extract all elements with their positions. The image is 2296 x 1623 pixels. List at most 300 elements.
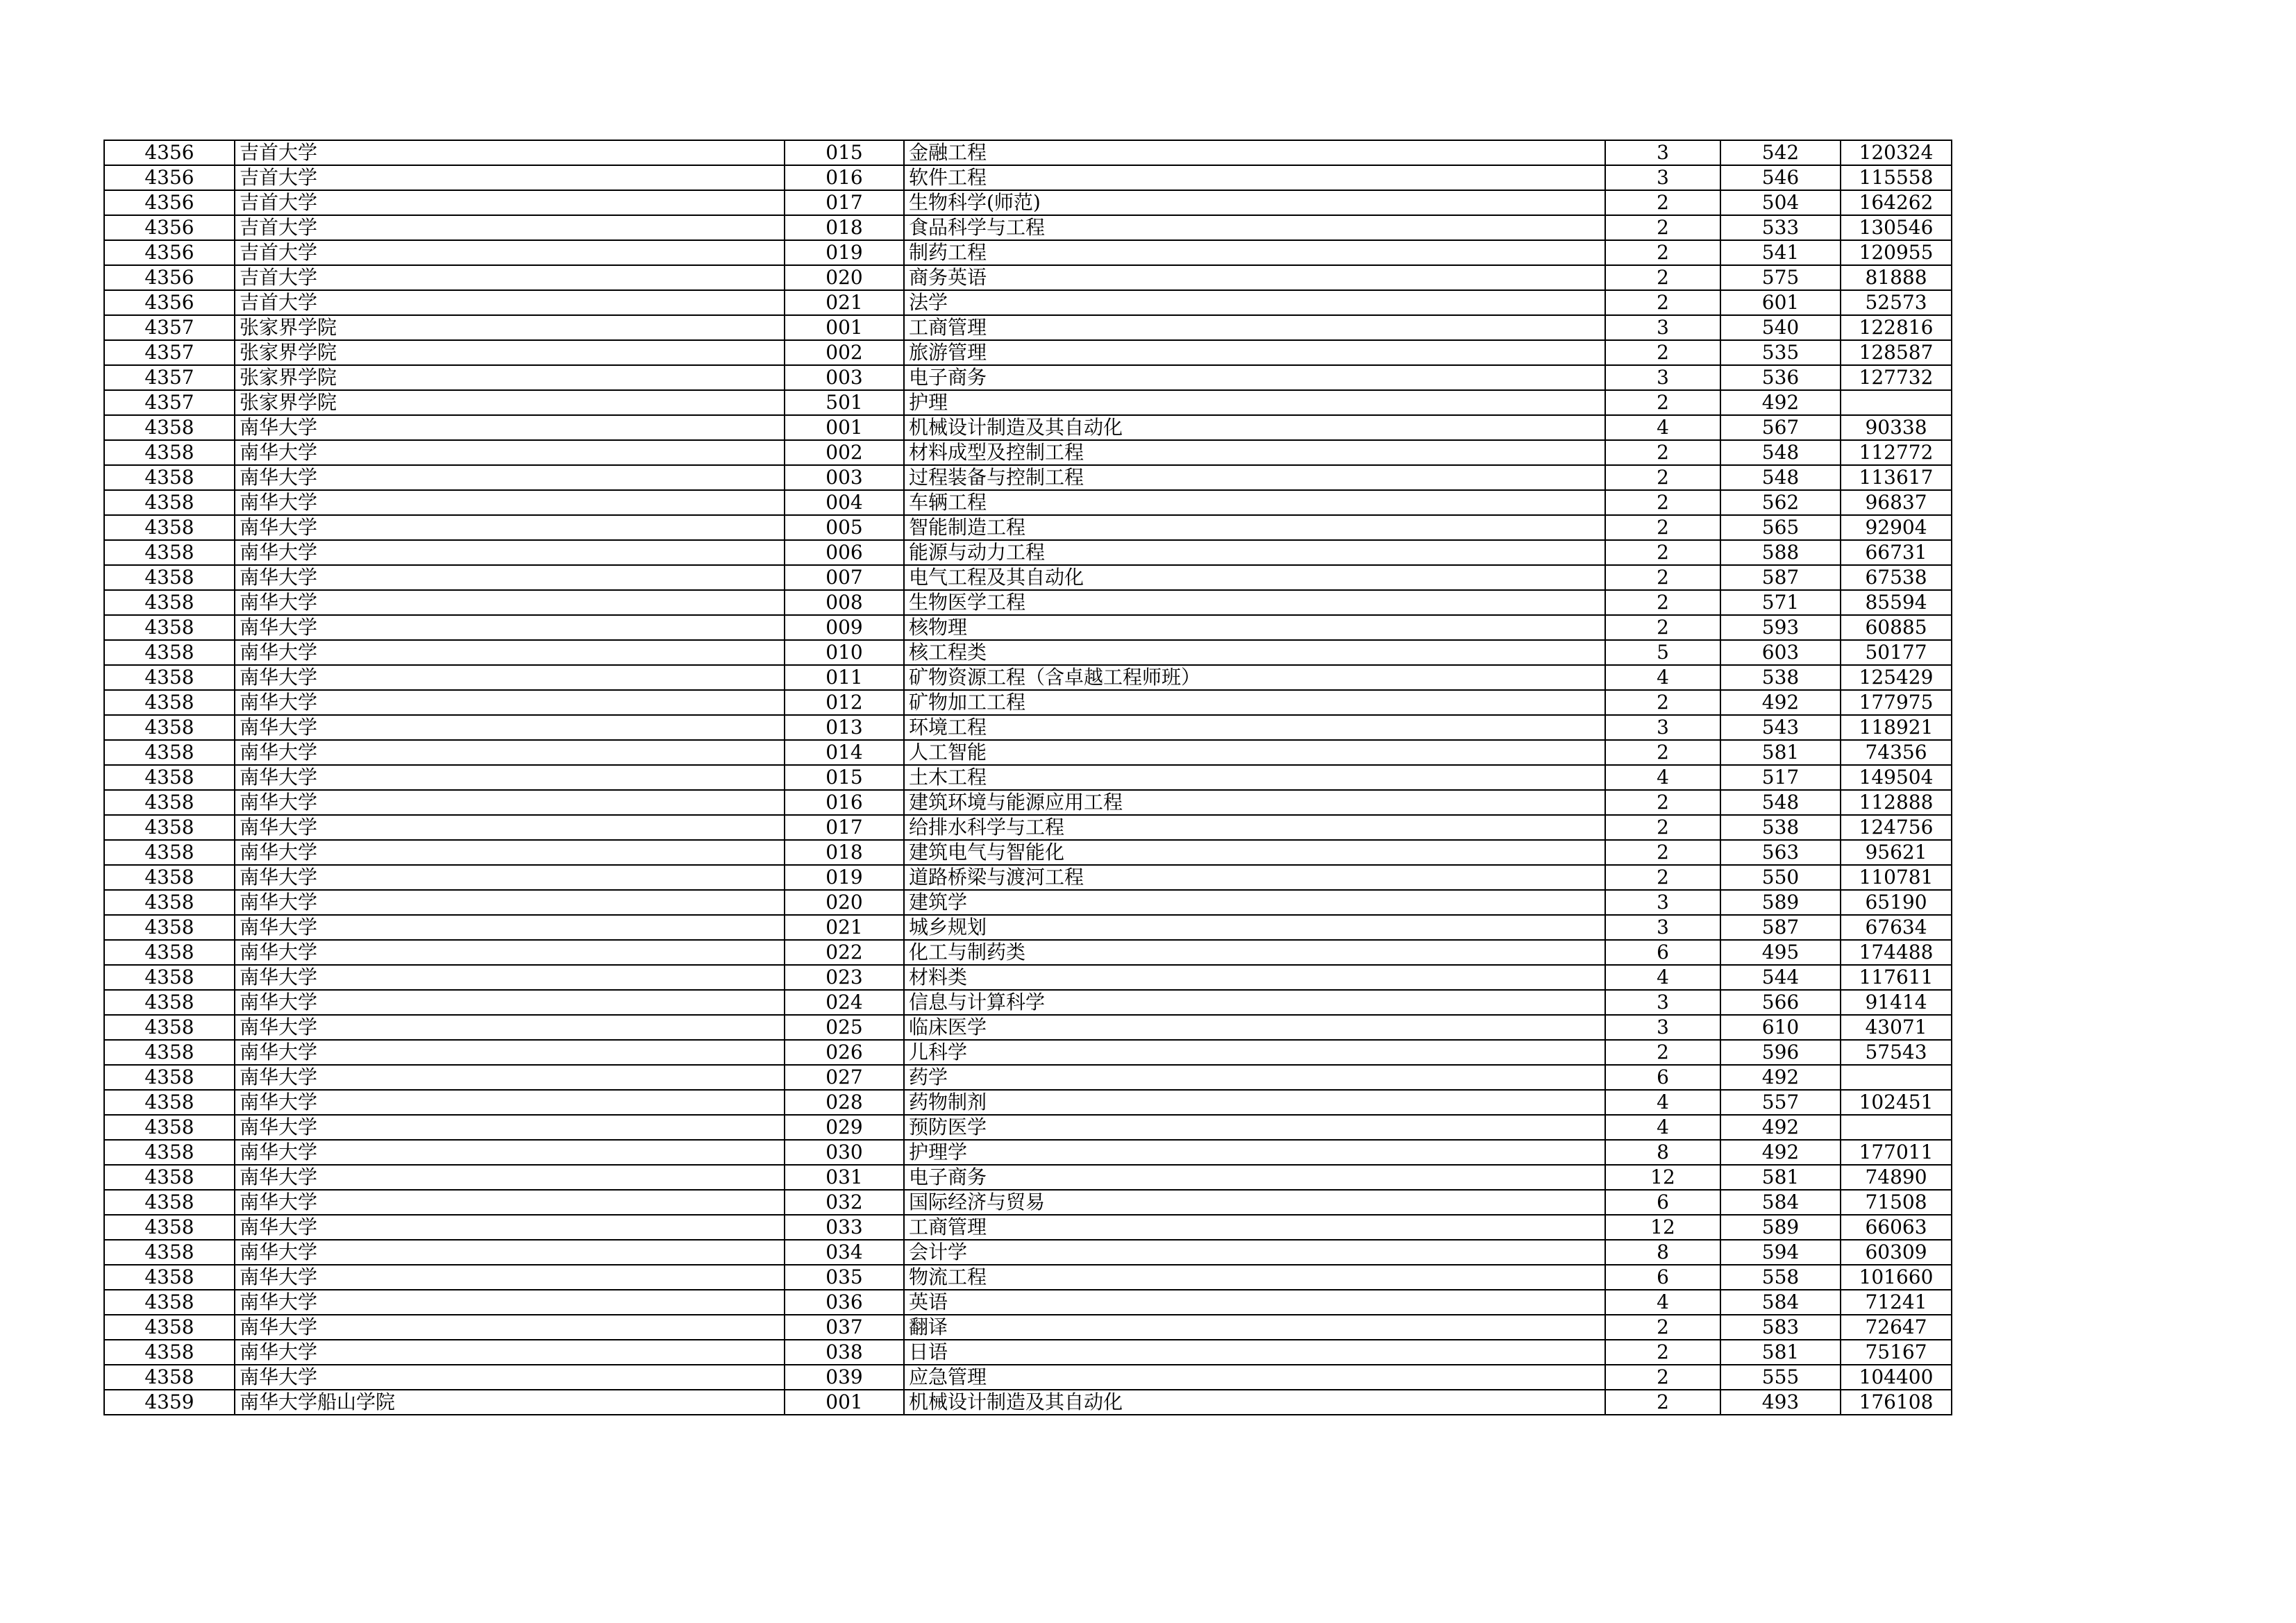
table-row <box>104 640 1952 665</box>
major-name-cell: 核工程类 <box>904 640 1605 665</box>
min-rank-cell: 125429 <box>1841 665 1952 690</box>
plan-count-cell: 6 <box>1605 1065 1720 1090</box>
school-name-cell: 南华大学 <box>235 1065 785 1090</box>
table-row <box>104 590 1952 615</box>
major-code-cell: 016 <box>785 790 904 815</box>
table-row <box>104 1065 1952 1090</box>
min-rank-cell: 112888 <box>1841 790 1952 815</box>
major-code-cell: 018 <box>785 840 904 865</box>
major-code-cell: 501 <box>785 390 904 415</box>
min-rank-cell <box>1841 1065 1952 1090</box>
min-score-cell: 557 <box>1720 1090 1841 1115</box>
table-row <box>104 565 1952 590</box>
plan-count-cell: 2 <box>1605 1315 1720 1340</box>
min-score-cell: 492 <box>1720 1115 1841 1140</box>
table-row <box>104 365 1952 390</box>
table-row <box>104 190 1952 215</box>
major-code-cell: 035 <box>785 1265 904 1290</box>
min-rank-cell: 72647 <box>1841 1315 1952 1340</box>
school-code-cell: 4358 <box>104 1090 235 1115</box>
major-code-cell: 010 <box>785 640 904 665</box>
school-code-cell: 4357 <box>104 365 235 390</box>
major-name-cell: 电子商务 <box>904 365 1605 390</box>
plan-count-cell: 2 <box>1605 865 1720 890</box>
plan-count-cell: 3 <box>1605 315 1720 340</box>
min-rank-cell: 74890 <box>1841 1165 1952 1190</box>
major-name-cell: 食品科学与工程 <box>904 215 1605 240</box>
major-name-cell: 护理学 <box>904 1140 1605 1165</box>
min-rank-cell: 52573 <box>1841 290 1952 315</box>
major-code-cell: 022 <box>785 940 904 965</box>
min-rank-cell: 71241 <box>1841 1290 1952 1315</box>
school-name-cell: 南华大学 <box>235 890 785 915</box>
major-name-cell: 人工智能 <box>904 740 1605 765</box>
table-row <box>104 490 1952 515</box>
major-code-cell: 015 <box>785 140 904 165</box>
min-score-cell: 492 <box>1720 1065 1841 1090</box>
min-score-cell: 575 <box>1720 265 1841 290</box>
major-code-cell: 004 <box>785 490 904 515</box>
min-score-cell: 571 <box>1720 590 1841 615</box>
plan-count-cell: 8 <box>1605 1140 1720 1165</box>
major-code-cell: 001 <box>785 415 904 440</box>
school-name-cell: 南华大学 <box>235 915 785 940</box>
school-code-cell: 4358 <box>104 1015 235 1040</box>
plan-count-cell: 4 <box>1605 1115 1720 1140</box>
plan-count-cell: 2 <box>1605 1340 1720 1365</box>
min-score-cell: 584 <box>1720 1290 1841 1315</box>
school-name-cell: 南华大学 <box>235 840 785 865</box>
school-code-cell: 4358 <box>104 1190 235 1215</box>
major-code-cell: 017 <box>785 190 904 215</box>
min-rank-cell: 176108 <box>1841 1390 1952 1415</box>
major-code-cell: 021 <box>785 915 904 940</box>
table-row <box>104 540 1952 565</box>
min-rank-cell: 60885 <box>1841 615 1952 640</box>
min-rank-cell: 164262 <box>1841 190 1952 215</box>
plan-count-cell: 2 <box>1605 340 1720 365</box>
school-code-cell: 4357 <box>104 390 235 415</box>
min-rank-cell <box>1841 390 1952 415</box>
table-row <box>104 215 1952 240</box>
school-name-cell: 南华大学 <box>235 565 785 590</box>
school-code-cell: 4358 <box>104 540 235 565</box>
major-name-cell: 制药工程 <box>904 240 1605 265</box>
table-row <box>104 290 1952 315</box>
table-row <box>104 965 1952 990</box>
major-name-cell: 工商管理 <box>904 1215 1605 1240</box>
school-name-cell: 张家界学院 <box>235 390 785 415</box>
min-rank-cell: 90338 <box>1841 415 1952 440</box>
table-row <box>104 440 1952 465</box>
school-code-cell: 4358 <box>104 1290 235 1315</box>
school-name-cell: 南华大学 <box>235 1115 785 1140</box>
school-name-cell: 南华大学 <box>235 615 785 640</box>
major-name-cell: 药学 <box>904 1065 1605 1090</box>
table-row <box>104 1165 1952 1190</box>
min-rank-cell: 92904 <box>1841 515 1952 540</box>
school-name-cell: 南华大学 <box>235 765 785 790</box>
table-row <box>104 1115 1952 1140</box>
min-score-cell: 543 <box>1720 715 1841 740</box>
school-name-cell: 吉首大学 <box>235 140 785 165</box>
plan-count-cell: 2 <box>1605 740 1720 765</box>
school-code-cell: 4356 <box>104 215 235 240</box>
school-code-cell: 4358 <box>104 1165 235 1190</box>
plan-count-cell: 8 <box>1605 1240 1720 1265</box>
school-name-cell: 南华大学 <box>235 815 785 840</box>
school-name-cell: 南华大学 <box>235 415 785 440</box>
min-rank-cell: 130546 <box>1841 215 1952 240</box>
table-row <box>104 1240 1952 1265</box>
min-rank-cell: 85594 <box>1841 590 1952 615</box>
plan-count-cell: 5 <box>1605 640 1720 665</box>
table-row <box>104 915 1952 940</box>
table-row <box>104 1340 1952 1365</box>
school-name-cell: 南华大学 <box>235 965 785 990</box>
major-name-cell: 环境工程 <box>904 715 1605 740</box>
major-code-cell: 019 <box>785 865 904 890</box>
school-name-cell: 南华大学 <box>235 1040 785 1065</box>
major-name-cell: 建筑环境与能源应用工程 <box>904 790 1605 815</box>
plan-count-cell: 2 <box>1605 190 1720 215</box>
school-name-cell: 南华大学 <box>235 665 785 690</box>
major-code-cell: 032 <box>785 1190 904 1215</box>
school-name-cell: 吉首大学 <box>235 290 785 315</box>
major-code-cell: 031 <box>785 1165 904 1190</box>
min-rank-cell: 149504 <box>1841 765 1952 790</box>
min-rank-cell: 91414 <box>1841 990 1952 1015</box>
table-row <box>104 940 1952 965</box>
school-code-cell: 4358 <box>104 690 235 715</box>
major-code-cell: 036 <box>785 1290 904 1315</box>
table-row <box>104 390 1952 415</box>
school-name-cell: 南华大学 <box>235 640 785 665</box>
plan-count-cell: 2 <box>1605 590 1720 615</box>
major-name-cell: 材料类 <box>904 965 1605 990</box>
major-name-cell: 日语 <box>904 1340 1605 1365</box>
school-code-cell: 4358 <box>104 915 235 940</box>
major-name-cell: 车辆工程 <box>904 490 1605 515</box>
major-name-cell: 生物医学工程 <box>904 590 1605 615</box>
major-code-cell: 024 <box>785 990 904 1015</box>
major-code-cell: 001 <box>785 315 904 340</box>
school-name-cell: 南华大学 <box>235 1165 785 1190</box>
school-code-cell: 4358 <box>104 815 235 840</box>
plan-count-cell: 2 <box>1605 565 1720 590</box>
min-rank-cell: 66731 <box>1841 540 1952 565</box>
school-code-cell: 4358 <box>104 565 235 590</box>
table-row <box>104 1315 1952 1340</box>
table-row <box>104 890 1952 915</box>
min-score-cell: 581 <box>1720 740 1841 765</box>
plan-count-cell: 3 <box>1605 715 1720 740</box>
min-rank-cell: 67538 <box>1841 565 1952 590</box>
table-row <box>104 1365 1952 1390</box>
min-score-cell: 493 <box>1720 1390 1841 1415</box>
school-code-cell: 4357 <box>104 315 235 340</box>
table-row <box>104 265 1952 290</box>
min-score-cell: 566 <box>1720 990 1841 1015</box>
school-name-cell: 南华大学 <box>235 1090 785 1115</box>
min-score-cell: 555 <box>1720 1365 1841 1390</box>
school-name-cell: 南华大学 <box>235 1215 785 1240</box>
plan-count-cell: 4 <box>1605 665 1720 690</box>
school-code-cell: 4358 <box>104 1265 235 1290</box>
major-name-cell: 旅游管理 <box>904 340 1605 365</box>
min-score-cell: 601 <box>1720 290 1841 315</box>
major-name-cell: 核物理 <box>904 615 1605 640</box>
major-name-cell: 英语 <box>904 1290 1605 1315</box>
school-code-cell: 4359 <box>104 1390 235 1415</box>
school-code-cell: 4358 <box>104 465 235 490</box>
min-score-cell: 533 <box>1720 215 1841 240</box>
major-name-cell: 机械设计制造及其自动化 <box>904 1390 1605 1415</box>
school-name-cell: 南华大学 <box>235 465 785 490</box>
major-code-cell: 033 <box>785 1215 904 1240</box>
table-row <box>104 990 1952 1015</box>
major-code-cell: 029 <box>785 1115 904 1140</box>
min-rank-cell <box>1841 1115 1952 1140</box>
plan-count-cell: 4 <box>1605 415 1720 440</box>
school-code-cell: 4358 <box>104 1315 235 1340</box>
school-code-cell: 4358 <box>104 940 235 965</box>
major-name-cell: 矿物资源工程（含卓越工程师班） <box>904 665 1605 690</box>
major-name-cell: 临床医学 <box>904 1015 1605 1040</box>
school-name-cell: 南华大学 <box>235 490 785 515</box>
table-row <box>104 1215 1952 1240</box>
min-rank-cell: 65190 <box>1841 890 1952 915</box>
min-rank-cell: 102451 <box>1841 1090 1952 1115</box>
table-row <box>104 240 1952 265</box>
plan-count-cell: 6 <box>1605 1190 1720 1215</box>
school-code-cell: 4356 <box>104 240 235 265</box>
min-score-cell: 492 <box>1720 390 1841 415</box>
min-score-cell: 581 <box>1720 1165 1841 1190</box>
major-name-cell: 会计学 <box>904 1240 1605 1265</box>
major-name-cell: 材料成型及控制工程 <box>904 440 1605 465</box>
school-code-cell: 4358 <box>104 640 235 665</box>
plan-count-cell: 2 <box>1605 240 1720 265</box>
school-name-cell: 张家界学院 <box>235 340 785 365</box>
min-score-cell: 584 <box>1720 1190 1841 1215</box>
school-name-cell: 南华大学 <box>235 440 785 465</box>
min-rank-cell: 122816 <box>1841 315 1952 340</box>
major-code-cell: 013 <box>785 715 904 740</box>
plan-count-cell: 3 <box>1605 165 1720 190</box>
school-code-cell: 4356 <box>104 290 235 315</box>
school-name-cell: 南华大学 <box>235 1240 785 1265</box>
min-score-cell: 541 <box>1720 240 1841 265</box>
school-code-cell: 4358 <box>104 790 235 815</box>
major-name-cell: 法学 <box>904 290 1605 315</box>
major-name-cell: 给排水科学与工程 <box>904 815 1605 840</box>
major-name-cell: 化工与制药类 <box>904 940 1605 965</box>
major-name-cell: 护理 <box>904 390 1605 415</box>
table-row <box>104 865 1952 890</box>
table-row <box>104 1090 1952 1115</box>
major-name-cell: 过程装备与控制工程 <box>904 465 1605 490</box>
table-row <box>104 840 1952 865</box>
plan-count-cell: 4 <box>1605 765 1720 790</box>
plan-count-cell: 2 <box>1605 540 1720 565</box>
major-code-cell: 034 <box>785 1240 904 1265</box>
min-score-cell: 581 <box>1720 1340 1841 1365</box>
school-name-cell: 南华大学 <box>235 1015 785 1040</box>
plan-count-cell: 12 <box>1605 1165 1720 1190</box>
school-code-cell: 4358 <box>104 965 235 990</box>
school-name-cell: 南华大学船山学院 <box>235 1390 785 1415</box>
school-code-cell: 4358 <box>104 1365 235 1390</box>
major-code-cell: 002 <box>785 340 904 365</box>
min-score-cell: 544 <box>1720 965 1841 990</box>
major-code-cell: 026 <box>785 1040 904 1065</box>
table-row <box>104 140 1952 165</box>
school-name-cell: 吉首大学 <box>235 165 785 190</box>
min-rank-cell: 113617 <box>1841 465 1952 490</box>
admission-table <box>103 140 1952 1415</box>
plan-count-cell: 3 <box>1605 990 1720 1015</box>
min-rank-cell: 174488 <box>1841 940 1952 965</box>
min-rank-cell: 95621 <box>1841 840 1952 865</box>
major-code-cell: 039 <box>785 1365 904 1390</box>
min-score-cell: 536 <box>1720 365 1841 390</box>
plan-count-cell: 2 <box>1605 215 1720 240</box>
min-score-cell: 540 <box>1720 315 1841 340</box>
min-rank-cell: 50177 <box>1841 640 1952 665</box>
min-rank-cell: 81888 <box>1841 265 1952 290</box>
school-code-cell: 4358 <box>104 740 235 765</box>
school-name-cell: 吉首大学 <box>235 265 785 290</box>
plan-count-cell: 2 <box>1605 1390 1720 1415</box>
min-rank-cell: 71508 <box>1841 1190 1952 1215</box>
school-name-cell: 南华大学 <box>235 865 785 890</box>
min-score-cell: 562 <box>1720 490 1841 515</box>
min-score-cell: 588 <box>1720 540 1841 565</box>
min-rank-cell: 120955 <box>1841 240 1952 265</box>
major-code-cell: 021 <box>785 290 904 315</box>
major-code-cell: 025 <box>785 1015 904 1040</box>
table-row <box>104 1015 1952 1040</box>
school-code-cell: 4358 <box>104 1215 235 1240</box>
major-code-cell: 009 <box>785 615 904 640</box>
plan-count-cell: 3 <box>1605 890 1720 915</box>
table-row <box>104 1265 1952 1290</box>
table-row <box>104 340 1952 365</box>
major-code-cell: 001 <box>785 1390 904 1415</box>
table-row <box>104 690 1952 715</box>
table-row <box>104 765 1952 790</box>
major-name-cell: 土木工程 <box>904 765 1605 790</box>
plan-count-cell: 4 <box>1605 1290 1720 1315</box>
table-row <box>104 465 1952 490</box>
major-name-cell: 预防医学 <box>904 1115 1605 1140</box>
min-rank-cell: 118921 <box>1841 715 1952 740</box>
school-name-cell: 南华大学 <box>235 540 785 565</box>
table-row <box>104 1190 1952 1215</box>
school-code-cell: 4358 <box>104 440 235 465</box>
major-code-cell: 005 <box>785 515 904 540</box>
school-code-cell: 4358 <box>104 615 235 640</box>
min-rank-cell: 177975 <box>1841 690 1952 715</box>
plan-count-cell: 2 <box>1605 1040 1720 1065</box>
table-row <box>104 515 1952 540</box>
major-code-cell: 028 <box>785 1090 904 1115</box>
major-name-cell: 药物制剂 <box>904 1090 1605 1115</box>
min-rank-cell: 112772 <box>1841 440 1952 465</box>
major-name-cell: 翻译 <box>904 1315 1605 1340</box>
school-name-cell: 南华大学 <box>235 1190 785 1215</box>
school-code-cell: 4358 <box>104 765 235 790</box>
major-code-cell: 020 <box>785 265 904 290</box>
school-name-cell: 南华大学 <box>235 1315 785 1340</box>
school-code-cell: 4356 <box>104 190 235 215</box>
table-row <box>104 740 1952 765</box>
min-rank-cell: 66063 <box>1841 1215 1952 1240</box>
school-code-cell: 4357 <box>104 340 235 365</box>
school-name-cell: 张家界学院 <box>235 315 785 340</box>
plan-count-cell: 3 <box>1605 1015 1720 1040</box>
major-code-cell: 020 <box>785 890 904 915</box>
plan-count-cell: 4 <box>1605 1090 1720 1115</box>
major-name-cell: 矿物加工工程 <box>904 690 1605 715</box>
major-name-cell: 道路桥梁与渡河工程 <box>904 865 1605 890</box>
major-code-cell: 003 <box>785 465 904 490</box>
school-code-cell: 4358 <box>104 715 235 740</box>
school-code-cell: 4358 <box>104 665 235 690</box>
min-rank-cell: 110781 <box>1841 865 1952 890</box>
major-name-cell: 建筑学 <box>904 890 1605 915</box>
major-name-cell: 电子商务 <box>904 1165 1605 1190</box>
min-score-cell: 548 <box>1720 440 1841 465</box>
school-code-cell: 4358 <box>104 840 235 865</box>
plan-count-cell: 4 <box>1605 965 1720 990</box>
major-code-cell: 014 <box>785 740 904 765</box>
major-name-cell: 生物科学(师范) <box>904 190 1605 215</box>
major-code-cell: 030 <box>785 1140 904 1165</box>
major-code-cell: 007 <box>785 565 904 590</box>
major-name-cell: 软件工程 <box>904 165 1605 190</box>
major-code-cell: 019 <box>785 240 904 265</box>
min-rank-cell: 75167 <box>1841 1340 1952 1365</box>
school-code-cell: 4356 <box>104 165 235 190</box>
major-name-cell: 商务英语 <box>904 265 1605 290</box>
min-score-cell: 589 <box>1720 1215 1841 1240</box>
min-score-cell: 596 <box>1720 1040 1841 1065</box>
table-row <box>104 1040 1952 1065</box>
major-code-cell: 003 <box>785 365 904 390</box>
table-row <box>104 1390 1952 1415</box>
min-score-cell: 542 <box>1720 140 1841 165</box>
school-name-cell: 南华大学 <box>235 590 785 615</box>
major-code-cell: 012 <box>785 690 904 715</box>
table-row <box>104 665 1952 690</box>
min-rank-cell: 67634 <box>1841 915 1952 940</box>
major-code-cell: 017 <box>785 815 904 840</box>
school-name-cell: 吉首大学 <box>235 190 785 215</box>
min-score-cell: 504 <box>1720 190 1841 215</box>
min-score-cell: 587 <box>1720 915 1841 940</box>
min-rank-cell: 127732 <box>1841 365 1952 390</box>
table-row <box>104 165 1952 190</box>
major-name-cell: 城乡规划 <box>904 915 1605 940</box>
min-score-cell: 610 <box>1720 1015 1841 1040</box>
plan-count-cell: 2 <box>1605 265 1720 290</box>
major-name-cell: 电气工程及其自动化 <box>904 565 1605 590</box>
min-rank-cell: 120324 <box>1841 140 1952 165</box>
table-row <box>104 615 1952 640</box>
min-score-cell: 548 <box>1720 465 1841 490</box>
